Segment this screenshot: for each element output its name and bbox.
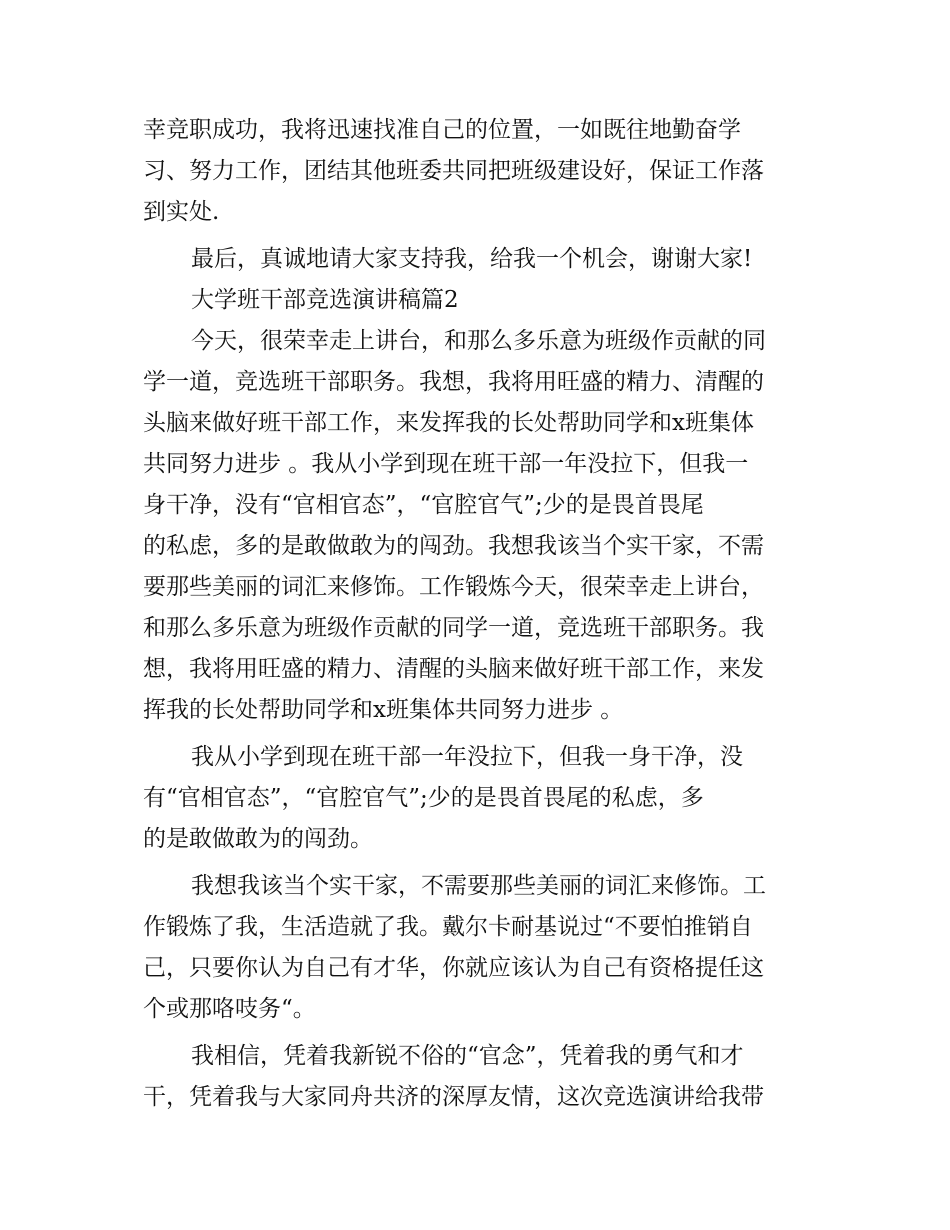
text-line: 有“官相官态”，“官腔官气”;少的是畏首畏尾的私虑，多 bbox=[143, 785, 704, 811]
text-line: 身干净，没有“官相官态”，“官腔官气”;少的是畏首畏尾 bbox=[143, 492, 704, 518]
text-line: 己，只要你认为自己有才华，你就应该认为自己有资格提任这 bbox=[143, 955, 764, 981]
text-line: 我想我该当个实干家，不需要那些美丽的词汇来修饰。工 bbox=[191, 873, 766, 899]
text-line: 幸竞职成功，我将迅速找准自己的位置，一如既往地勤奋学 bbox=[143, 117, 741, 143]
text-line: 习、努力工作，团结其他班委共同把班级建设好，保证工作落 bbox=[143, 158, 764, 184]
text-line: 干，凭着我与大家同舟共济的深厚友情，这次竞选演讲给我带 bbox=[143, 1084, 764, 1110]
text-line: 作锻炼了我，生活造就了我。戴尔卡耐基说过“不要怕推销自 bbox=[143, 914, 753, 940]
text-line: 要那些美丽的词汇来修饰。工作锻炼今天，很荣幸走上讲台， bbox=[143, 574, 764, 600]
closing-paragraph: 最后，真诚地请大家支持我，给我一个机会，谢谢大家! bbox=[191, 246, 753, 272]
text-line: 头脑来做好班干部工作，来发挥我的长处帮助同学和x班集体 bbox=[143, 410, 754, 436]
section-heading: 大学班干部竞选演讲稿篇2 bbox=[191, 287, 459, 313]
text-line: 的私虑，多的是敢做敢为的闯劲。我想我该当个实干家，不需 bbox=[143, 533, 764, 559]
text-line: 我相信，凭着我新锐不俗的“官念”，凭着我的勇气和才 bbox=[191, 1043, 744, 1069]
text-line: 和那么多乐意为班级作贡献的同学一道，竞选班干部职务。我 bbox=[143, 615, 764, 641]
text-line: 想，我将用旺盛的精力、清醒的头脑来做好班干部工作，来发 bbox=[143, 656, 764, 682]
text-line: 个或那咯吱务“。 bbox=[143, 996, 316, 1022]
document-body bbox=[143, 110, 823, 1118]
text-line: 共同努力进步 。我从小学到现在班干部一年没拉下，但我一 bbox=[143, 451, 749, 477]
text-line: 今天，很荣幸走上讲台，和那么多乐意为班级作贡献的同 bbox=[191, 328, 766, 354]
text-line: 挥我的长处帮助同学和x班集体共同努力进步 。 bbox=[143, 697, 624, 723]
text-line: 的是敢做敢为的闯劲。 bbox=[143, 826, 373, 852]
text-line: 我从小学到现在班干部一年没拉下，但我一身干净，没 bbox=[191, 744, 743, 770]
text-line: 学一道，竞选班干部职务。我想，我将用旺盛的精力、清醒的 bbox=[143, 369, 764, 395]
text-line: 到实处. bbox=[143, 199, 220, 225]
